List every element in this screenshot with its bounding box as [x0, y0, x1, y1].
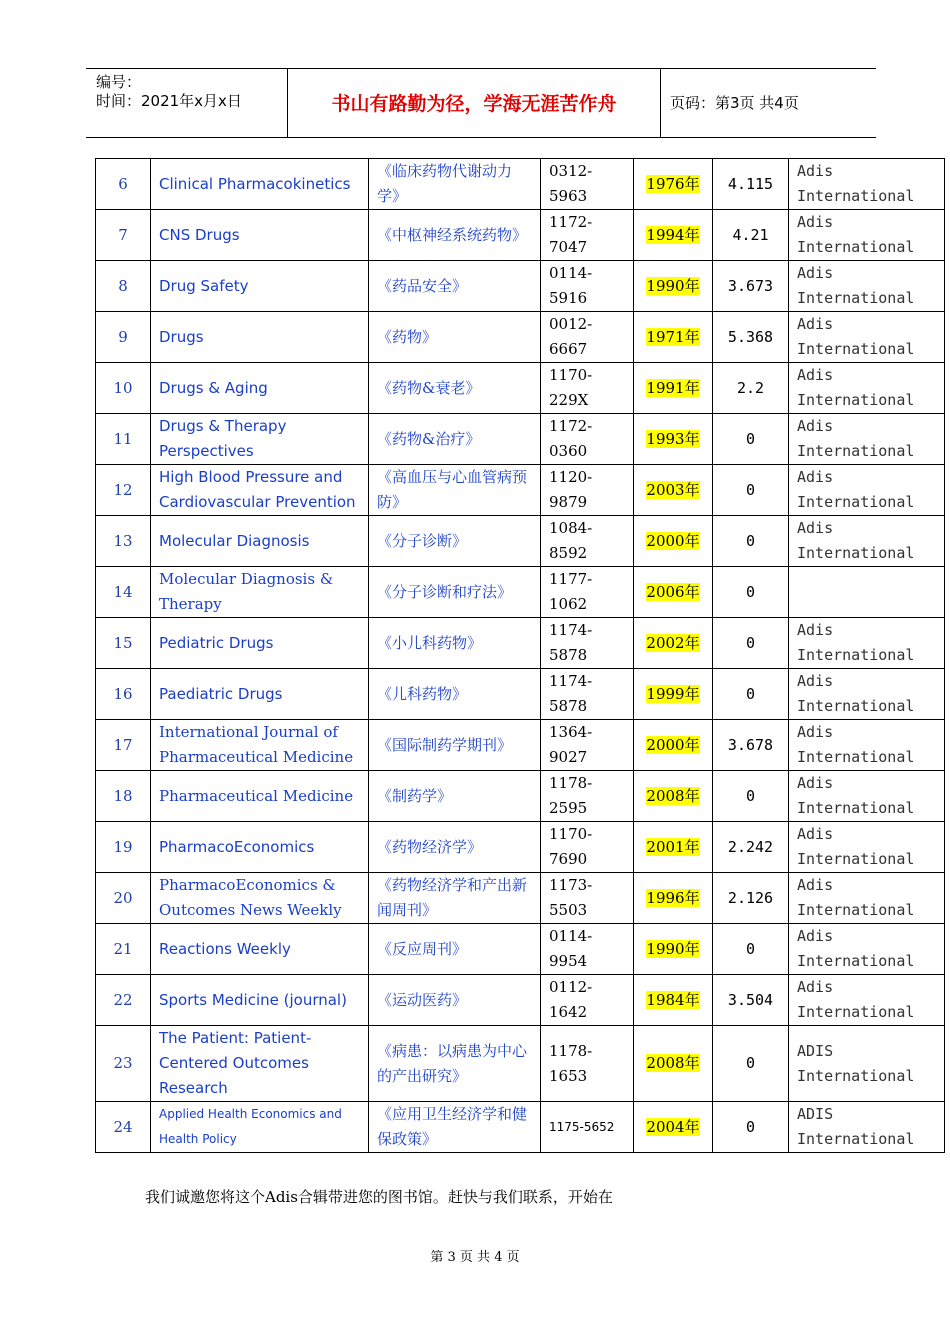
impact-factor: 3.673	[713, 261, 789, 312]
journal-issn: 1084-8592	[541, 516, 634, 567]
row-number: 10	[96, 363, 151, 414]
impact-factor: 0	[713, 465, 789, 516]
journal-chinese-title: 《病患：以病患为中心的产出研究》	[369, 1026, 541, 1102]
journal-year: 1990年	[646, 939, 700, 958]
journal-chinese-title: 《中枢神经系统药物》	[369, 210, 541, 261]
impact-factor: 0	[713, 567, 789, 618]
header-meta	[96, 73, 286, 111]
journal-chinese-title: 《儿科药物》	[369, 669, 541, 720]
row-number: 15	[96, 618, 151, 669]
row-number: 23	[96, 1026, 151, 1102]
publisher: Adis International	[789, 261, 945, 312]
journal-year: 2000年	[646, 735, 700, 754]
journal-english-title[interactable]: International Journal of Pharmaceutical Medicine	[151, 720, 369, 771]
publisher: Adis International	[789, 822, 945, 873]
journal-english-title[interactable]: Clinical Pharmacokinetics	[151, 159, 369, 210]
journal-chinese-title: 《药物&衰老》	[369, 363, 541, 414]
journal-issn: 1173-5503	[541, 873, 634, 924]
row-number: 12	[96, 465, 151, 516]
table-row	[96, 720, 945, 771]
journal-english-title[interactable]: The Patient: Patient-Centered Outcomes Research	[151, 1026, 369, 1102]
table-row	[96, 159, 945, 210]
table-row	[96, 1102, 945, 1153]
header-number: 编号：	[96, 73, 142, 91]
impact-factor: 3.504	[713, 975, 789, 1026]
row-number: 22	[96, 975, 151, 1026]
journal-year: 1993年	[646, 429, 700, 448]
row-number: 9	[96, 312, 151, 363]
impact-factor: 0	[713, 414, 789, 465]
row-number: 18	[96, 771, 151, 822]
journal-issn: 1172-0360	[541, 414, 634, 465]
table-row	[96, 822, 945, 873]
journal-year: 1990年	[646, 276, 700, 295]
journal-english-title[interactable]: Drugs	[151, 312, 369, 363]
journal-chinese-title: 《反应周刊》	[369, 924, 541, 975]
journal-english-title[interactable]: Drugs & Aging	[151, 363, 369, 414]
journal-english-title[interactable]: Paediatric Drugs	[151, 669, 369, 720]
impact-factor: 0	[713, 1026, 789, 1102]
journal-year: 2001年	[646, 837, 700, 856]
journal-year: 1971年	[646, 327, 700, 346]
journal-chinese-title: 《小儿科药物》	[369, 618, 541, 669]
journal-issn: 1172-7047	[541, 210, 634, 261]
journal-issn: 0112-1642	[541, 975, 634, 1026]
journal-issn: 0312-5963	[541, 159, 634, 210]
table-row	[96, 1026, 945, 1102]
table-row	[96, 975, 945, 1026]
journal-english-title[interactable]: Molecular Diagnosis & Therapy	[151, 567, 369, 618]
journal-chinese-title: 《药物》	[369, 312, 541, 363]
table-row	[96, 567, 945, 618]
journal-year: 2006年	[646, 582, 700, 601]
journal-year: 2004年	[646, 1117, 700, 1136]
journal-chinese-title: 《应用卫生经济学和健保政策》	[369, 1102, 541, 1153]
journal-year: 2000年	[646, 531, 700, 550]
table-row	[96, 924, 945, 975]
journal-chinese-title: 《临床药物代谢动力学》	[369, 159, 541, 210]
journal-issn: 1174-5878	[541, 669, 634, 720]
row-number: 14	[96, 567, 151, 618]
journal-english-title[interactable]: Molecular Diagnosis	[151, 516, 369, 567]
publisher: ADIS International	[789, 1026, 945, 1102]
journal-issn: 0012-6667	[541, 312, 634, 363]
publisher	[789, 567, 945, 618]
journal-chinese-title: 《运动医药》	[369, 975, 541, 1026]
impact-factor: 2.242	[713, 822, 789, 873]
journal-issn: 0114-9954	[541, 924, 634, 975]
impact-factor: 4.21	[713, 210, 789, 261]
impact-factor: 3.678	[713, 720, 789, 771]
table-row	[96, 669, 945, 720]
impact-factor: 0	[713, 516, 789, 567]
journal-issn: 1170-7690	[541, 822, 634, 873]
table-row	[96, 312, 945, 363]
journal-issn: 1170-229X	[541, 363, 634, 414]
journal-english-title[interactable]: PharmacoEconomics	[151, 822, 369, 873]
row-number: 17	[96, 720, 151, 771]
journal-chinese-title: 《药物经济学》	[369, 822, 541, 873]
journal-english-title[interactable]: High Blood Pressure and Cardiovascular Prevention	[151, 465, 369, 516]
journal-english-title[interactable]: Drugs & Therapy Perspectives	[151, 414, 369, 465]
journal-year: 2003年	[646, 480, 700, 499]
journal-year: 1999年	[646, 684, 700, 703]
publisher: Adis International	[789, 210, 945, 261]
journal-year: 1991年	[646, 378, 700, 397]
table-row	[96, 210, 945, 261]
table-row	[96, 414, 945, 465]
row-number: 13	[96, 516, 151, 567]
header-motto: 书山有路勤为径，学海无涯苦作舟	[331, 93, 617, 115]
journal-issn: 1120-9879	[541, 465, 634, 516]
journal-chinese-title: 《国际制药学期刊》	[369, 720, 541, 771]
row-number: 19	[96, 822, 151, 873]
journal-issn: 0114-5916	[541, 261, 634, 312]
table-row	[96, 516, 945, 567]
publisher: Adis International	[789, 618, 945, 669]
publisher: Adis International	[789, 924, 945, 975]
journal-english-title[interactable]: Sports Medicine (journal)	[151, 975, 369, 1026]
journal-issn: 1178-1653	[541, 1026, 634, 1102]
row-number: 8	[96, 261, 151, 312]
journal-english-title[interactable]: Pharmaceutical Medicine	[151, 771, 369, 822]
journal-chinese-title: 《制药学》	[369, 771, 541, 822]
row-number: 11	[96, 414, 151, 465]
row-number: 20	[96, 873, 151, 924]
publisher: Adis International	[789, 363, 945, 414]
journal-year: 2008年	[646, 1054, 700, 1072]
impact-factor: 0	[713, 669, 789, 720]
journal-issn: 1175-5652	[541, 1102, 634, 1153]
row-number: 21	[96, 924, 151, 975]
publisher: Adis International	[789, 720, 945, 771]
publisher: Adis International	[789, 975, 945, 1026]
journal-year: 1994年	[646, 225, 700, 244]
table-row	[96, 261, 945, 312]
publisher: Adis International	[789, 414, 945, 465]
journal-issn: 1364-9027	[541, 720, 634, 771]
journal-issn: 1178-2595	[541, 771, 634, 822]
journal-english-title[interactable]: Drug Safety	[151, 261, 369, 312]
table-row	[96, 465, 945, 516]
table-row	[96, 873, 945, 924]
table-row	[96, 363, 945, 414]
closing-paragraph: 我们诚邀您将这个Adis合辑带进您的图书馆。赶快与我们联系，开始在	[145, 1188, 613, 1206]
page-header	[86, 68, 876, 138]
journal-year: 1984年	[646, 990, 700, 1009]
journal-english-title[interactable]: CNS Drugs	[151, 210, 369, 261]
journal-chinese-title: 《药物经济学和产出新闻周刊》	[369, 873, 541, 924]
impact-factor: 0	[713, 771, 789, 822]
publisher: Adis International	[789, 516, 945, 567]
publisher: Adis International	[789, 159, 945, 210]
publisher: Adis International	[789, 669, 945, 720]
row-number: 7	[96, 210, 151, 261]
publisher: Adis International	[789, 873, 945, 924]
row-number: 24	[96, 1102, 151, 1153]
journal-english-title[interactable]: PharmacoEconomics & Outcomes News Weekly	[151, 873, 369, 924]
journal-issn: 1177-1062	[541, 567, 634, 618]
page-footer: 第 3 页 共 4 页	[430, 1250, 520, 1265]
impact-factor: 4.115	[713, 159, 789, 210]
journal-table	[95, 158, 945, 1153]
row-number: 16	[96, 669, 151, 720]
journal-chinese-title: 《分子诊断》	[369, 516, 541, 567]
journal-chinese-title: 《药物&治疗》	[369, 414, 541, 465]
journal-year: 1976年	[646, 174, 700, 193]
impact-factor: 2.126	[713, 873, 789, 924]
journal-english-title[interactable]: Pediatric Drugs	[151, 618, 369, 669]
impact-factor: 5.368	[713, 312, 789, 363]
journal-year: 1996年	[646, 888, 700, 907]
publisher: ADIS International	[789, 1102, 945, 1153]
header-divider	[660, 69, 661, 137]
impact-factor: 2.2	[713, 363, 789, 414]
impact-factor: 0	[713, 924, 789, 975]
impact-factor: 0	[713, 618, 789, 669]
journal-chinese-title: 《药品安全》	[369, 261, 541, 312]
header-time: 时间：2021年x月x日	[96, 92, 242, 110]
journal-year: 2008年	[646, 786, 700, 805]
publisher: Adis International	[789, 312, 945, 363]
journal-english-title[interactable]: Reactions Weekly	[151, 924, 369, 975]
table-row	[96, 618, 945, 669]
header-page-number: 页码：第3页 共4页	[670, 94, 799, 112]
journal-issn: 1174-5878	[541, 618, 634, 669]
impact-factor: 0	[713, 1102, 789, 1153]
journal-year: 2002年	[646, 633, 700, 652]
row-number: 6	[96, 159, 151, 210]
publisher: Adis International	[789, 465, 945, 516]
journal-chinese-title: 《高血压与心血管病预防》	[369, 465, 541, 516]
table-row	[96, 771, 945, 822]
publisher: Adis International	[789, 771, 945, 822]
journal-chinese-title: 《分子诊断和疗法》	[369, 567, 541, 618]
journal-english-title[interactable]: Applied Health Economics and Health Policy	[151, 1102, 369, 1153]
